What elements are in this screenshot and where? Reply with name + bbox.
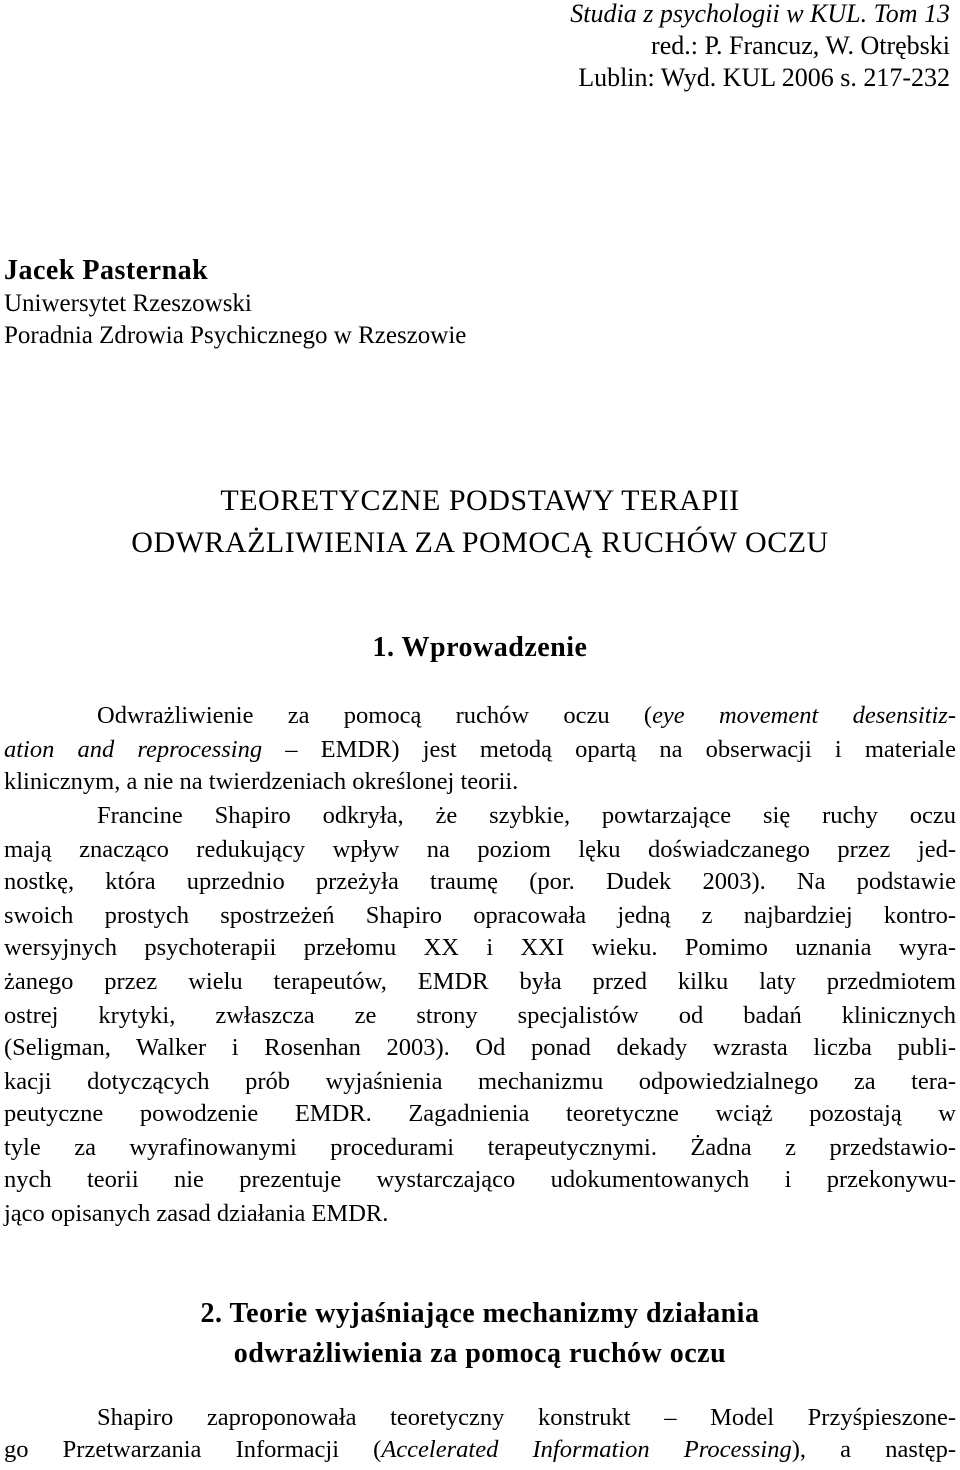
body-line [97,702,956,730]
italic-term: ation and reprocessing [4,736,263,763]
text-run: go Przetwarzania Informacji ( [4,1436,382,1463]
affiliation-clinic: Poradnia Zdrowia Psychicznego w Rzeszowie [4,322,467,349]
editors: red.: P. Francuz, W. Otrębski [651,31,950,60]
italic-term: eye movement desensitiz- [652,702,956,729]
body-line: Shapiro zaproponowała teoretyczny konstrukt – Model Przyśpieszone- [97,1404,956,1431]
author-name: Jacek Pasternak [4,255,209,286]
body-line: peutyczne powodzenie EMDR. Zagadnienia teoretyczne wciąż pozostają w [4,1100,956,1127]
body-line: (Seligman, Walker i Rosenhan 2003). Od ponad dekady wzrasta liczba publi- [4,1034,956,1061]
body-line [4,736,956,764]
body-line: kacji dotyczących prób wyjaśnienia mechanizmu odpowiedzialnego za tera- [4,1068,956,1095]
body-line: swoich prostych spostrzeżeń Shapiro opracowała jedną z najbardziej kontro- [4,902,956,929]
text-run: Odwrażliwienie za pomocą ruchów oczu ( [97,702,653,729]
section-2-heading-line-1: 2. Teorie wyjaśniające mechanizmy działania [200,1298,760,1329]
body-line [4,1436,956,1464]
body-line: nych teorii nie prezentuje wystarczająco udokumentowanych i przekonywu- [4,1166,956,1193]
body-line: Francine Shapiro odkryła, że szybkie, powtarzające się ruchy oczu [97,802,956,829]
body-line: jąco opisanych zasad działania EMDR. [4,1200,389,1227]
journal-title: Studia z psychologii w KUL. Tom 13 [570,0,950,28]
title-line-2: ODWRAŻLIWIENIA ZA POMOCĄ RUCHÓW OCZU [131,526,829,559]
publication-info: Lublin: Wyd. KUL 2006 s. 217-232 [578,63,950,92]
section-1-heading: 1. Wprowadzenie [372,632,588,663]
body-line: klinicznym, a nie na twierdzeniach określonej teorii. [4,768,519,795]
text-run: ), a następ- [791,1436,956,1463]
body-line: mają znacząco redukujący wpływ na poziom lęku doświadczanego przez jed- [4,836,956,863]
body-line: wersyjnych psychoterapii przełomu XX i XXI wieku. Pomimo uznania wyra- [4,934,956,961]
section-2-heading-line-2: odwrażliwienia za pomocą ruchów oczu [233,1338,727,1369]
title-line-1: TEORETYCZNE PODSTAWY TERAPII [220,484,740,517]
body-line: ostrej krytyki, zwłaszcza ze strony specjalistów od badań klinicznych [4,1002,956,1029]
affiliation-university: Uniwersytet Rzeszowski [4,290,252,317]
text-run: – EMDR) jest metodą opartą na obserwacji i materiale [262,736,956,763]
body-line: tyle za wyrafinowanymi procedurami terapeutycznymi. Żadna z przedstawio- [4,1134,956,1161]
body-line: nostkę, która uprzednio przeżyła traumę (por. Dudek 2003). Na podstawie [4,868,956,895]
italic-term: Accelerated Information Processing [381,1436,792,1463]
body-line: żanego przez wielu terapeutów, EMDR była przed kilku laty przedmiotem [4,968,956,995]
